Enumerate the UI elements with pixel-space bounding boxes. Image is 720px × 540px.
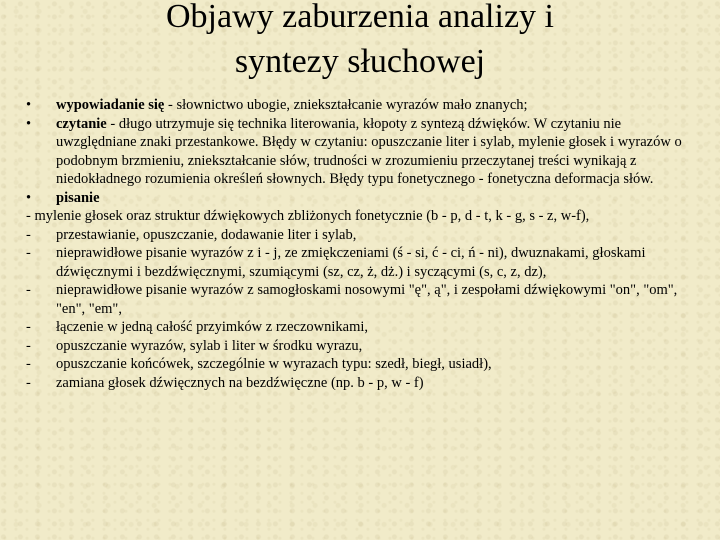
dash-item — [26, 337, 702, 356]
bullet-marker: • — [26, 97, 32, 113]
bullet-item — [26, 115, 702, 189]
dash-text: nieprawidłowe pisanie wyrazów z i - j, ze zmiękczeniami (ś - si, ć - ci, ń - ni), dwuznakami, głoskami dźwięcznymi i bezdźwięcznymi, szumiącymi (sz, cz, ż, dż.) i syczącymi (s, c, z, dz), — [56, 245, 646, 280]
dash-text: opuszczanie końcówek, szczególnie w wyrazach typu: szedł, biegł, usiadł), — [56, 356, 492, 372]
dash-marker: - — [26, 226, 31, 243]
dash-item — [26, 318, 702, 337]
dash-item — [26, 374, 702, 393]
bullet-marker: • — [26, 189, 32, 206]
slide-content — [26, 96, 702, 392]
dash-marker: - — [26, 245, 31, 261]
dash-marker: - — [26, 337, 31, 354]
dash-text: nieprawidłowe pisanie wyrazów z samogłoskami nosowymi "ę", ą", i zespołami dźwiękowymi "on", "om", "en", "em", — [56, 282, 678, 317]
bullet-item — [26, 96, 702, 115]
dash-item-first — [26, 207, 702, 226]
slide-title — [0, 0, 720, 84]
bullet-lead: wypowiadanie się — [56, 97, 165, 113]
dash-marker: - — [26, 282, 31, 298]
dash-text: zamiana głosek dźwięcznych na bezdźwięczne (np. b - p, w - f) — [56, 374, 424, 391]
dash-item — [26, 226, 702, 245]
bullet-text: - słownictwo ubogie, zniekształcanie wyrazów mało znanych; — [164, 97, 528, 113]
bullet-text: - długo utrzymuje się technika literowania, kłopoty z syntezą dźwięków. W czytaniu nie uwzględniane znaki przestankowe. Błędy w czytaniu: opuszczanie liter i sylab, mylenie głosek i wyrazów o podobnym brzmieniu, zniekształcanie słów, trudności w zrozumieniu przeczytanej treści wynikają z niedokładnego rozumienia określeń słownych. Błędy typu fonetycznego - fonetyczna deformacja słów. — [56, 115, 682, 187]
bullet-lead: pisanie — [56, 189, 100, 206]
dash-item — [26, 281, 702, 318]
dash-text: przestawianie, opuszczanie, dodawanie liter i sylab, — [56, 226, 357, 243]
bullet-marker: • — [26, 115, 32, 132]
title-line-2: syntezy słuchowej — [234, 43, 486, 80]
dash-text: opuszczanie wyrazów, sylab i liter w środku wyrazu, — [56, 337, 363, 354]
dash-marker: - — [26, 356, 31, 372]
dash-item — [26, 244, 702, 281]
bullet-lead: czytanie — [56, 115, 107, 132]
dash-text: - mylenie głosek oraz struktur dźwiękowych zbliżonych fonetycznie (b - p, d - t, k - g, s - z, w-f), — [26, 208, 590, 224]
dash-marker: - — [26, 374, 31, 391]
dash-marker: - — [26, 319, 31, 335]
dash-item — [26, 355, 702, 374]
dash-text: łączenie w jedną całość przyimków z rzeczownikami, — [56, 319, 369, 335]
title-line-1: Objawy zaburzenia analizy i — [166, 0, 554, 35]
bullet-item — [26, 189, 702, 208]
